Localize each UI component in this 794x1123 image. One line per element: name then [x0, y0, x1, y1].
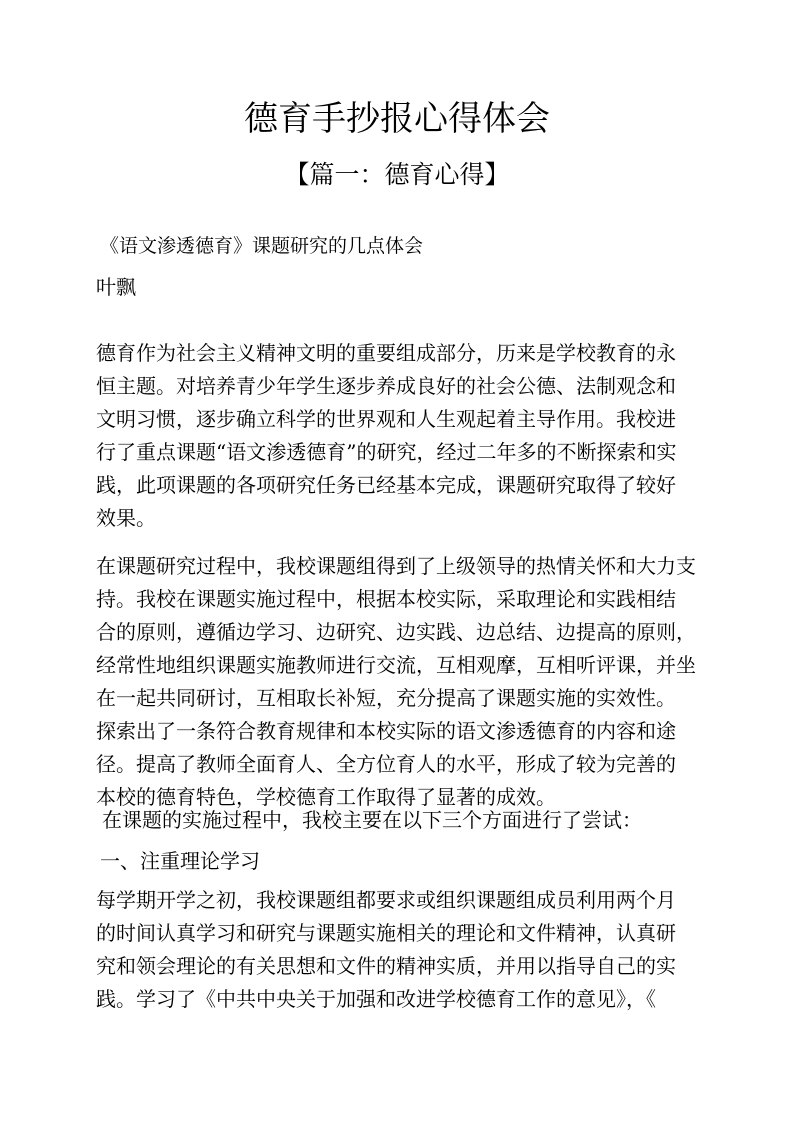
- paragraph-line: 行了重点课题“语文渗透德育”的研究，经过二年多的不断探索和实: [96, 440, 677, 464]
- paragraph-line: 在课题的实施过程中，我校主要在以下三个方面进行了尝试：: [102, 808, 642, 832]
- paragraph-line: 践，此项课题的各项研究任务已经基本完成，课题研究取得了较好: [96, 473, 676, 497]
- paragraph-line: 经常性地组织课题实施教师进行交流，互相观摩，互相听评课，并坐: [96, 653, 696, 677]
- paragraph-process: [96, 550, 702, 814]
- paragraph-line: 合的原则，遵循边学习、边研究、边实践、边总结、边提高的原则，: [96, 620, 696, 644]
- paragraph-line: 持。我校在课题实施过程中，根据本校实际，采取理论和实践相结: [96, 587, 676, 611]
- paragraph-intro: [96, 337, 702, 535]
- paragraph-line: 践。学习了《中共中央关于加强和改进学校德育工作的意见》，《: [96, 987, 656, 1011]
- author-name: 叶飘: [96, 275, 136, 299]
- paragraph-line: 文明习惯，逐步确立科学的世界观和人生观起着主导作用。我校进: [96, 407, 676, 431]
- article-title: 《语文渗透德育》课题研究的几点体会: [100, 235, 424, 257]
- paragraph-attempts: [102, 804, 708, 837]
- paragraph-line: 的时间认真学习和研究与课题实施相关的理论和文件精神，认真研: [96, 921, 676, 945]
- paragraph-line: 究和领会理论的有关思想和文件的精神实质，并用以指导自己的实: [96, 954, 676, 978]
- paragraph-line: 在一起共同研讨，互相取长补短，充分提高了课题实施的实效性。: [96, 686, 676, 710]
- paragraph-line: 恒主题。对培养青少年学生逐步养成良好的社会公德、法制观念和: [96, 374, 676, 398]
- document-title: 德育手抄报心得体会: [244, 99, 550, 139]
- paragraph-theory: [96, 884, 702, 1016]
- section-heading: [100, 845, 706, 878]
- section-subtitle: 【篇一：德育心得】: [284, 160, 510, 189]
- paragraph-line: 每学期开学之初，我校课题组都要求或组织课题组成员利用两个月: [96, 888, 676, 912]
- paragraph-line: 本校的德育特色，学校德育工作取得了显著的成效。: [96, 785, 556, 809]
- paragraph-line: 在课题研究过程中，我校课题组得到了上级领导的热情关怀和大力支: [96, 554, 696, 578]
- paragraph-line: 径。提高了教师全面育人、全方位育人的水平，形成了较为完善的: [96, 752, 676, 776]
- paragraph-line: 探索出了一条符合教育规律和本校实际的语文渗透德育的内容和途: [96, 719, 676, 743]
- paragraph-line: 效果。: [96, 506, 156, 530]
- paragraph-line: 德育作为社会主义精神文明的重要组成部分，历来是学校教育的永: [96, 341, 676, 365]
- section-heading-text: 一、注重理论学习: [100, 849, 260, 873]
